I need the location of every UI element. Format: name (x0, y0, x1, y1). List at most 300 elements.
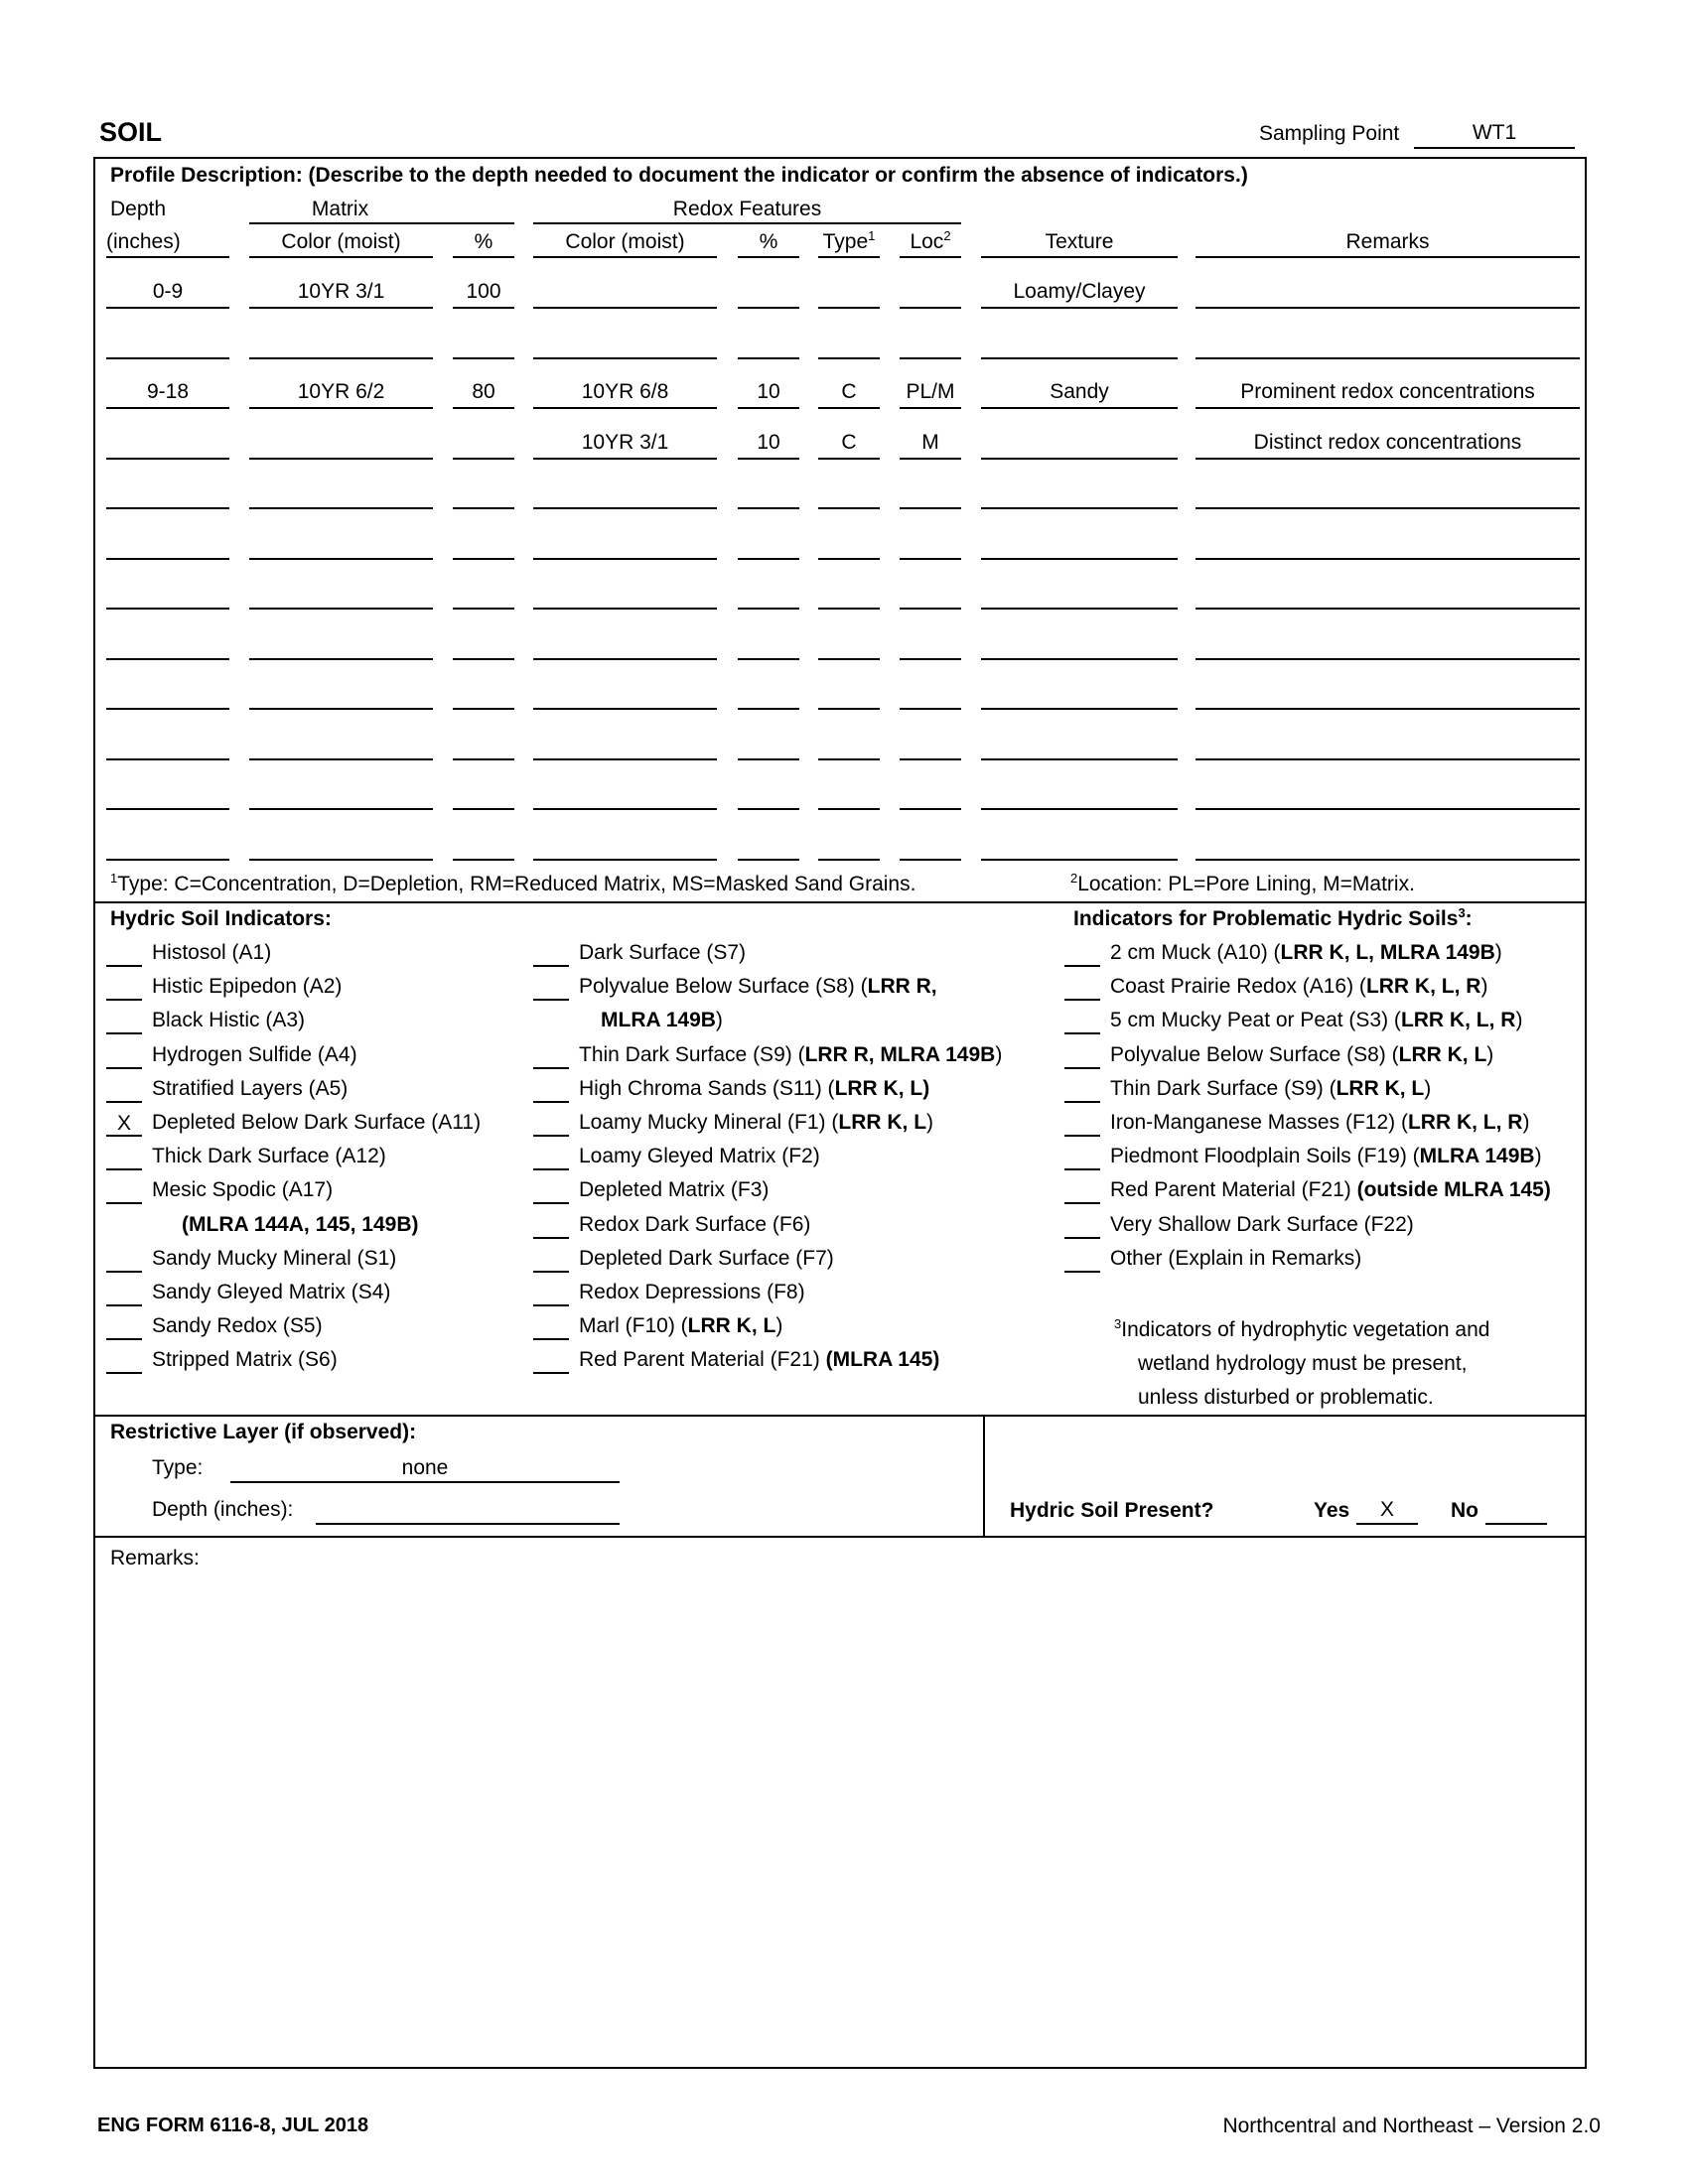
col-header-texture: Texture (1045, 230, 1114, 253)
profile-cell-underline (818, 758, 880, 760)
indicator-checkbox[interactable] (106, 1011, 142, 1034)
profile-cell-type[interactable]: C (841, 430, 857, 454)
profile-cell-underline (453, 357, 514, 359)
indicator-checkbox[interactable] (1064, 1011, 1100, 1034)
profile-cell-depth[interactable] (106, 531, 229, 555)
profile-cell-loc[interactable] (900, 832, 961, 856)
profile-cell-type[interactable] (818, 681, 880, 705)
profile-cell-underline (453, 758, 514, 760)
profile-cell-loc[interactable] (900, 280, 961, 304)
profile-cell-underline (533, 608, 717, 610)
profile-cell-matrix-color[interactable] (249, 581, 433, 605)
profile-cell-depth[interactable] (106, 631, 229, 655)
profile-cell-type[interactable] (818, 581, 880, 605)
indicator-label: 5 cm Mucky Peat or Peat (S3) ( (1110, 1009, 1401, 1032)
profile-cell-depth[interactable]: 9-18 (146, 380, 190, 403)
indicator-region-label: LRR K, L (687, 1314, 776, 1338)
sampling-point-value: WT1 (1472, 121, 1517, 144)
indicator-item (1110, 1178, 1551, 1202)
profile-cell-texture[interactable] (981, 631, 1178, 655)
profile-cell-texture[interactable] (981, 832, 1178, 856)
indicator-label: Iron-Manganese Masses (F12) ( (1110, 1111, 1408, 1134)
profile-cell-redox-pct[interactable] (738, 531, 799, 555)
profile-cell-loc[interactable] (900, 732, 961, 755)
hydric-yes-field[interactable] (1356, 1498, 1418, 1525)
footer-region-version: Northcentral and Northeast – Version 2.0 (1222, 2115, 1601, 2137)
remarks-label: Remarks: (110, 1547, 200, 1570)
indicator-item (1110, 1247, 1361, 1271)
profile-cell-redox-color[interactable] (533, 732, 717, 755)
profile-cell-loc[interactable] (900, 480, 961, 504)
profile-cell-matrix-color[interactable] (249, 681, 433, 705)
indicator-checkbox[interactable] (533, 1180, 569, 1204)
indicator-label-tail: ) (926, 1111, 934, 1134)
profile-cell-underline (981, 808, 1178, 810)
profile-cell-depth[interactable] (106, 480, 229, 504)
footnote-type: $^1$Type: C=Concentration, D=Depletion, RM=Reduced Matrix, MS=Masked Sand Grains. (110, 871, 916, 895)
profile-cell-texture[interactable] (981, 681, 1178, 705)
profile-cell-underline (738, 307, 799, 309)
profile-cell-redox-pct[interactable] (738, 581, 799, 605)
profile-cell-underline (106, 357, 229, 359)
indicator-checkbox[interactable] (533, 943, 569, 967)
profile-cell-remarks[interactable] (1196, 331, 1580, 354)
indicator-label-tail: ) (715, 1009, 723, 1032)
indicator-note-line-3: unless disturbed or problematic. (1138, 1386, 1434, 1409)
profile-cell-matrix-color[interactable] (249, 631, 433, 655)
indicator-item (579, 1178, 769, 1202)
divider-restrictive-vertical (983, 1415, 985, 1536)
indicator-checkbox[interactable] (533, 1045, 569, 1069)
profile-cell-underline (533, 658, 717, 660)
profile-cell-matrix-color[interactable]: 10YR 3/1 (297, 280, 385, 303)
profile-cell-underline (900, 307, 961, 309)
profile-cell-redox-pct[interactable] (738, 781, 799, 805)
profile-cell-type[interactable] (818, 832, 880, 856)
profile-cell-loc[interactable] (900, 681, 961, 705)
indicator-item (601, 1009, 723, 1032)
col-header-type-label: Type (822, 230, 869, 253)
profile-cell-type[interactable] (818, 732, 880, 755)
indicator-item (152, 1281, 390, 1304)
profile-cell-underline (818, 608, 880, 610)
indicator-checkbox[interactable] (533, 1113, 569, 1137)
profile-cell-underline (981, 407, 1178, 409)
restrictive-type-field[interactable] (230, 1456, 620, 1483)
indicator-item (1110, 1043, 1493, 1067)
indicator-checkbox[interactable] (106, 1045, 142, 1069)
profile-cell-remarks[interactable] (1196, 781, 1580, 805)
indicator-checkbox[interactable] (533, 1079, 569, 1103)
profile-cell-matrix-pct[interactable] (453, 631, 514, 655)
profile-cell-underline (738, 458, 799, 460)
col-header-remarks: Remarks (1345, 230, 1430, 253)
profile-cell-loc[interactable] (900, 781, 961, 805)
profile-cell-underline (453, 558, 514, 560)
profile-cell-underline (900, 859, 961, 861)
profile-cell-type[interactable] (818, 480, 880, 504)
indicator-label: Depleted Below Dark Surface (A11) (152, 1111, 482, 1134)
profile-cell-redox-pct[interactable] (738, 732, 799, 755)
profile-cell-matrix-pct[interactable] (453, 781, 514, 805)
profile-cell-depth[interactable]: 0-9 (152, 280, 184, 303)
profile-cell-texture[interactable] (981, 581, 1178, 605)
indicator-label: Black Histic (A3) (152, 1009, 306, 1032)
profile-cell-type[interactable] (818, 280, 880, 304)
profile-cell-underline (981, 558, 1178, 560)
profile-cell-depth[interactable] (106, 581, 229, 605)
profile-cell-redox-pct[interactable] (738, 331, 799, 354)
profile-cell-underline (818, 558, 880, 560)
profile-cell-underline (453, 708, 514, 710)
divider-remarks (93, 1536, 1587, 1538)
profile-cell-underline (900, 458, 961, 460)
indicator-item (152, 1111, 481, 1135)
profile-cell-redox-color[interactable] (533, 480, 717, 504)
indicator-item (579, 1077, 929, 1101)
indicator-checkbox[interactable]: X (106, 1113, 142, 1137)
indicator-item (152, 941, 271, 965)
profile-cell-underline (249, 507, 433, 509)
sampling-point-label: Sampling Point (1259, 122, 1400, 145)
indicator-label-tail: ) (1534, 1145, 1542, 1168)
profile-cell-underline (1196, 708, 1580, 710)
indicator-checkbox[interactable] (1064, 1045, 1100, 1069)
indicator-checkbox[interactable] (533, 1283, 569, 1306)
indicator-label: Thick Dark Surface (A12) (152, 1145, 386, 1168)
restrictive-depth-field[interactable] (316, 1498, 620, 1525)
col-header-matrix-pct: % (474, 230, 493, 253)
indicator-label: Coast Prairie Redox (A16) ( (1110, 975, 1366, 999)
profile-cell-underline (738, 407, 799, 409)
indicator-item (1110, 1077, 1431, 1101)
col-header-redox-color: Color (moist) (565, 230, 685, 253)
profile-cell-matrix-color[interactable] (249, 732, 433, 755)
indicator-region-label: LRR R, MLRA 149B (804, 1042, 996, 1066)
indicator-item (579, 1213, 810, 1237)
profile-cell-redox-color[interactable]: 10YR 3/1 (581, 430, 669, 454)
profile-cell-underline (106, 859, 229, 861)
indicator-label: Very Shallow Dark Surface (F22) (1110, 1212, 1414, 1236)
profile-cell-texture[interactable] (981, 331, 1178, 354)
indicator-region-label: LRR K, L, R (1407, 1111, 1523, 1134)
indicator-label: Polyvalue Below Surface (S8) ( (579, 975, 868, 999)
profile-cell-underline (249, 357, 433, 359)
profile-cell-underline (1196, 507, 1580, 509)
profile-cell-remarks[interactable]: Prominent redox concentrations (1240, 380, 1535, 403)
profile-cell-redox-color[interactable] (533, 331, 717, 354)
profile-cell-matrix-pct[interactable] (453, 832, 514, 856)
restrictive-depth-label: Depth (inches): (152, 1498, 294, 1521)
profile-cell-remarks[interactable] (1196, 581, 1580, 605)
indicator-checkbox[interactable] (1064, 1249, 1100, 1273)
indicator-label: Piedmont Floodplain Soils (F19) ( (1110, 1145, 1420, 1168)
profile-cell-underline (533, 407, 717, 409)
profile-cell-type[interactable] (818, 331, 880, 354)
profile-cell-underline (818, 307, 880, 309)
footnote-location-text: Location: PL=Pore Lining, M=Matrix. (1077, 873, 1415, 895)
profile-cell-redox-color[interactable]: 10YR 6/8 (581, 380, 669, 403)
sampling-point-field[interactable] (1414, 121, 1575, 149)
profile-cell-remarks[interactable] (1196, 531, 1580, 555)
profile-cell-loc[interactable]: PL/M (906, 380, 955, 403)
profile-cell-underline (453, 808, 514, 810)
indicator-item (579, 1043, 1002, 1067)
footnote-type-text: Type: C=Concentration, D=Depletion, RM=Reduced Matrix, MS=Masked Sand Grains. (117, 873, 916, 895)
profile-cell-remarks[interactable] (1196, 480, 1580, 504)
profile-cell-redox-color[interactable] (533, 581, 717, 605)
indicator-item (152, 1145, 386, 1168)
profile-cell-redox-pct[interactable] (738, 631, 799, 655)
profile-cell-underline (818, 859, 880, 861)
profile-cell-underline (1196, 558, 1580, 560)
profile-cell-underline (1196, 608, 1580, 610)
profile-cell-matrix-pct[interactable] (453, 480, 514, 504)
profile-cell-underline (818, 458, 880, 460)
profile-cell-redox-color[interactable] (533, 531, 717, 555)
indicator-checkbox[interactable] (106, 1079, 142, 1103)
indicator-item (152, 1043, 357, 1067)
indicator-item (182, 1213, 418, 1237)
indicator-checkbox[interactable] (533, 977, 569, 1001)
col-header-depth: (inches) (106, 230, 181, 253)
profile-cell-underline (106, 808, 229, 810)
profile-cell-matrix-pct[interactable] (453, 331, 514, 354)
profile-cell-underline (818, 507, 880, 509)
indicator-region-label: LRR K, L) (834, 1076, 930, 1100)
indicator-label: 2 cm Muck (A10) ( (1110, 941, 1281, 964)
col-header-redox-color-underline (533, 256, 717, 258)
col-header-remarks-underline (1196, 256, 1580, 258)
indicator-checkbox[interactable] (106, 943, 142, 967)
indicator-label: High Chroma Sands (S11) ( (579, 1076, 835, 1100)
profile-cell-loc[interactable] (900, 631, 961, 655)
profile-cell-redox-pct[interactable] (738, 480, 799, 504)
profile-cell-redox-pct[interactable]: 10 (757, 380, 780, 403)
profile-cell-depth[interactable] (106, 832, 229, 856)
col-header-matrix-pct-underline (453, 256, 514, 258)
profile-cell-type[interactable] (818, 531, 880, 555)
profile-cell-underline (106, 708, 229, 710)
profile-cell-remarks[interactable] (1196, 280, 1580, 304)
profile-cell-underline (981, 708, 1178, 710)
redox-group-underline (533, 222, 961, 224)
hydric-indicators-heading: Hydric Soil Indicators: (110, 907, 332, 930)
profile-cell-matrix-pct[interactable] (453, 581, 514, 605)
indicator-checkbox[interactable] (1064, 977, 1100, 1001)
col-header-type-underline (818, 256, 880, 258)
profile-cell-matrix-color[interactable] (249, 480, 433, 504)
indicator-checkbox[interactable] (106, 1350, 142, 1374)
indicator-note-text-1: Indicators of hydrophytic vegetation and (1121, 1318, 1490, 1341)
profile-cell-underline (533, 708, 717, 710)
indicator-label-tail: ) (775, 1314, 783, 1338)
indicator-checkbox[interactable] (1064, 1113, 1100, 1137)
profile-cell-remarks[interactable] (1196, 732, 1580, 755)
indicator-checkbox[interactable] (533, 1215, 569, 1239)
indicator-region-label: LRR K, L, R (1365, 975, 1481, 999)
profile-cell-underline (249, 708, 433, 710)
indicator-label: Dark Surface (S7) (579, 941, 747, 964)
profile-cell-type[interactable] (818, 781, 880, 805)
indicator-item (1110, 1145, 1542, 1168)
profile-cell-underline (453, 658, 514, 660)
indicator-checkbox[interactable] (533, 1249, 569, 1273)
indicator-label: Red Parent Material (F21) (579, 1348, 826, 1372)
indicator-label: Loamy Gleyed Matrix (F2) (579, 1145, 820, 1168)
profile-cell-underline (818, 407, 880, 409)
indicator-item (579, 941, 746, 965)
indicator-region-label: (MLRA 145) (825, 1348, 940, 1372)
profile-cell-underline (453, 307, 514, 309)
profile-cell-underline (900, 608, 961, 610)
profile-cell-redox-color[interactable] (533, 280, 717, 304)
profile-cell-loc[interactable] (900, 331, 961, 354)
profile-cell-depth[interactable] (106, 732, 229, 755)
indicator-item (152, 1009, 305, 1032)
profile-cell-underline (738, 658, 799, 660)
profile-cell-matrix-color[interactable]: 10YR 6/2 (297, 380, 385, 403)
profile-cell-matrix-pct[interactable] (453, 732, 514, 755)
indicator-checkbox[interactable] (1064, 1147, 1100, 1170)
profile-cell-matrix-pct[interactable]: 80 (472, 380, 495, 403)
profile-cell-underline (1196, 407, 1580, 409)
profile-cell-texture[interactable] (981, 431, 1178, 455)
profile-cell-depth[interactable] (106, 331, 229, 354)
profile-heading: Profile Description: (Describe to the depth needed to document the indicator or confirm the absence of indicators.) (110, 164, 1248, 187)
indicator-label: Sandy Gleyed Matrix (S4) (152, 1281, 391, 1303)
indicator-item (152, 1314, 323, 1338)
indicator-checkbox[interactable] (1064, 1180, 1100, 1204)
profile-cell-underline (453, 507, 514, 509)
profile-cell-matrix-color[interactable] (249, 832, 433, 856)
divider-indicators (93, 901, 1587, 903)
profile-cell-loc[interactable] (900, 531, 961, 555)
indicator-label: Polyvalue Below Surface (S8) ( (1110, 1042, 1399, 1066)
profile-cell-matrix-pct[interactable] (453, 681, 514, 705)
indicator-item (152, 1348, 338, 1372)
indicator-checkbox[interactable] (533, 1147, 569, 1170)
profile-cell-remarks[interactable] (1196, 631, 1580, 655)
indicator-item (1110, 1213, 1414, 1237)
indicator-label: Loamy Mucky Mineral (F1) ( (579, 1111, 839, 1134)
hydric-no-label: No (1451, 1499, 1478, 1522)
profile-cell-underline (533, 859, 717, 861)
indicator-checkbox[interactable] (106, 1147, 142, 1170)
indicator-checkbox[interactable] (106, 977, 142, 1001)
restrictive-type-label: Type: (152, 1456, 204, 1479)
hydric-no-field[interactable] (1485, 1498, 1547, 1525)
profile-cell-remarks[interactable] (1196, 832, 1580, 856)
indicator-checkbox[interactable] (1064, 1215, 1100, 1239)
indicator-item (152, 1178, 333, 1202)
profile-cell-redox-color[interactable] (533, 781, 717, 805)
profile-cell-underline (1196, 859, 1580, 861)
col-header-loc-underline (900, 256, 961, 258)
profile-cell-underline (106, 307, 229, 309)
indicator-item (1110, 975, 1487, 999)
profile-cell-underline (249, 658, 433, 660)
indicator-region-label: LRR K, L (1336, 1076, 1425, 1100)
profile-cell-underline (1196, 458, 1580, 460)
profile-cell-underline (818, 708, 880, 710)
indicator-checkbox[interactable] (106, 1180, 142, 1204)
profile-cell-loc[interactable]: M (921, 430, 939, 454)
indicator-checkbox[interactable] (106, 1249, 142, 1273)
profile-cell-matrix-color[interactable] (249, 531, 433, 555)
indicator-item (579, 1281, 805, 1304)
profile-cell-depth[interactable] (106, 681, 229, 705)
profile-cell-matrix-pct[interactable]: 100 (466, 280, 501, 303)
indicator-region-label: MLRA 149B (601, 1009, 716, 1032)
profile-cell-redox-pct[interactable] (738, 280, 799, 304)
profile-cell-matrix-color[interactable] (249, 431, 433, 455)
profile-cell-underline (106, 658, 229, 660)
indicator-checkbox[interactable] (106, 1316, 142, 1340)
indicator-label-tail: ) (1480, 975, 1488, 999)
indicator-item (579, 1145, 820, 1168)
profile-cell-texture[interactable] (981, 480, 1178, 504)
profile-cell-depth[interactable] (106, 431, 229, 455)
indicator-checkbox[interactable] (533, 1316, 569, 1340)
indicator-checkbox[interactable] (106, 1283, 142, 1306)
profile-cell-type[interactable] (818, 631, 880, 655)
indicator-label: Stratified Layers (A5) (152, 1076, 349, 1100)
profile-cell-underline (1196, 808, 1580, 810)
profile-cell-loc[interactable] (900, 581, 961, 605)
profile-cell-underline (249, 307, 433, 309)
indicator-checkbox[interactable] (533, 1350, 569, 1374)
profile-cell-texture[interactable] (981, 781, 1178, 805)
profile-cell-texture[interactable]: Sandy (1050, 380, 1109, 403)
col-header-depth-underline (106, 256, 229, 258)
profile-cell-redox-color[interactable] (533, 681, 717, 705)
profile-cell-redox-pct[interactable] (738, 681, 799, 705)
profile-cell-matrix-color[interactable] (249, 781, 433, 805)
profile-cell-underline (1196, 758, 1580, 760)
profile-cell-matrix-color[interactable] (249, 331, 433, 354)
profile-cell-depth[interactable] (106, 781, 229, 805)
profile-cell-redox-pct[interactable]: 10 (757, 430, 780, 454)
profile-cell-matrix-pct[interactable] (453, 431, 514, 455)
indicator-label-tail: ) (1486, 1042, 1494, 1066)
profile-cell-remarks[interactable] (1196, 681, 1580, 705)
indicator-label: Sandy Mucky Mineral (S1) (152, 1246, 397, 1270)
profile-cell-matrix-pct[interactable] (453, 531, 514, 555)
profile-cell-underline (738, 507, 799, 509)
profile-cell-underline (818, 808, 880, 810)
col-header-redox-pct-underline (738, 256, 799, 258)
profile-cell-redox-pct[interactable] (738, 832, 799, 856)
indicator-label: Stripped Matrix (S6) (152, 1348, 338, 1372)
profile-cell-underline (900, 407, 961, 409)
profile-cell-texture[interactable] (981, 732, 1178, 755)
indicator-label: Depleted Matrix (F3) (579, 1178, 770, 1202)
indicator-item (579, 1314, 782, 1338)
profile-cell-redox-color[interactable] (533, 631, 717, 655)
indicator-checkbox[interactable] (1064, 943, 1100, 967)
profile-cell-redox-color[interactable] (533, 832, 717, 856)
profile-cell-underline (738, 708, 799, 710)
profile-cell-underline (106, 558, 229, 560)
profile-cell-remarks[interactable]: Distinct redox concentrations (1253, 430, 1522, 454)
indicator-checkbox[interactable] (1064, 1079, 1100, 1103)
profile-cell-texture[interactable]: Loamy/Clayey (1013, 280, 1146, 303)
remarks-field[interactable] (110, 1578, 1570, 2055)
indicator-label: Mesic Spodic (A17) (152, 1178, 334, 1202)
profile-cell-type[interactable]: C (841, 380, 857, 403)
profile-cell-texture[interactable] (981, 531, 1178, 555)
